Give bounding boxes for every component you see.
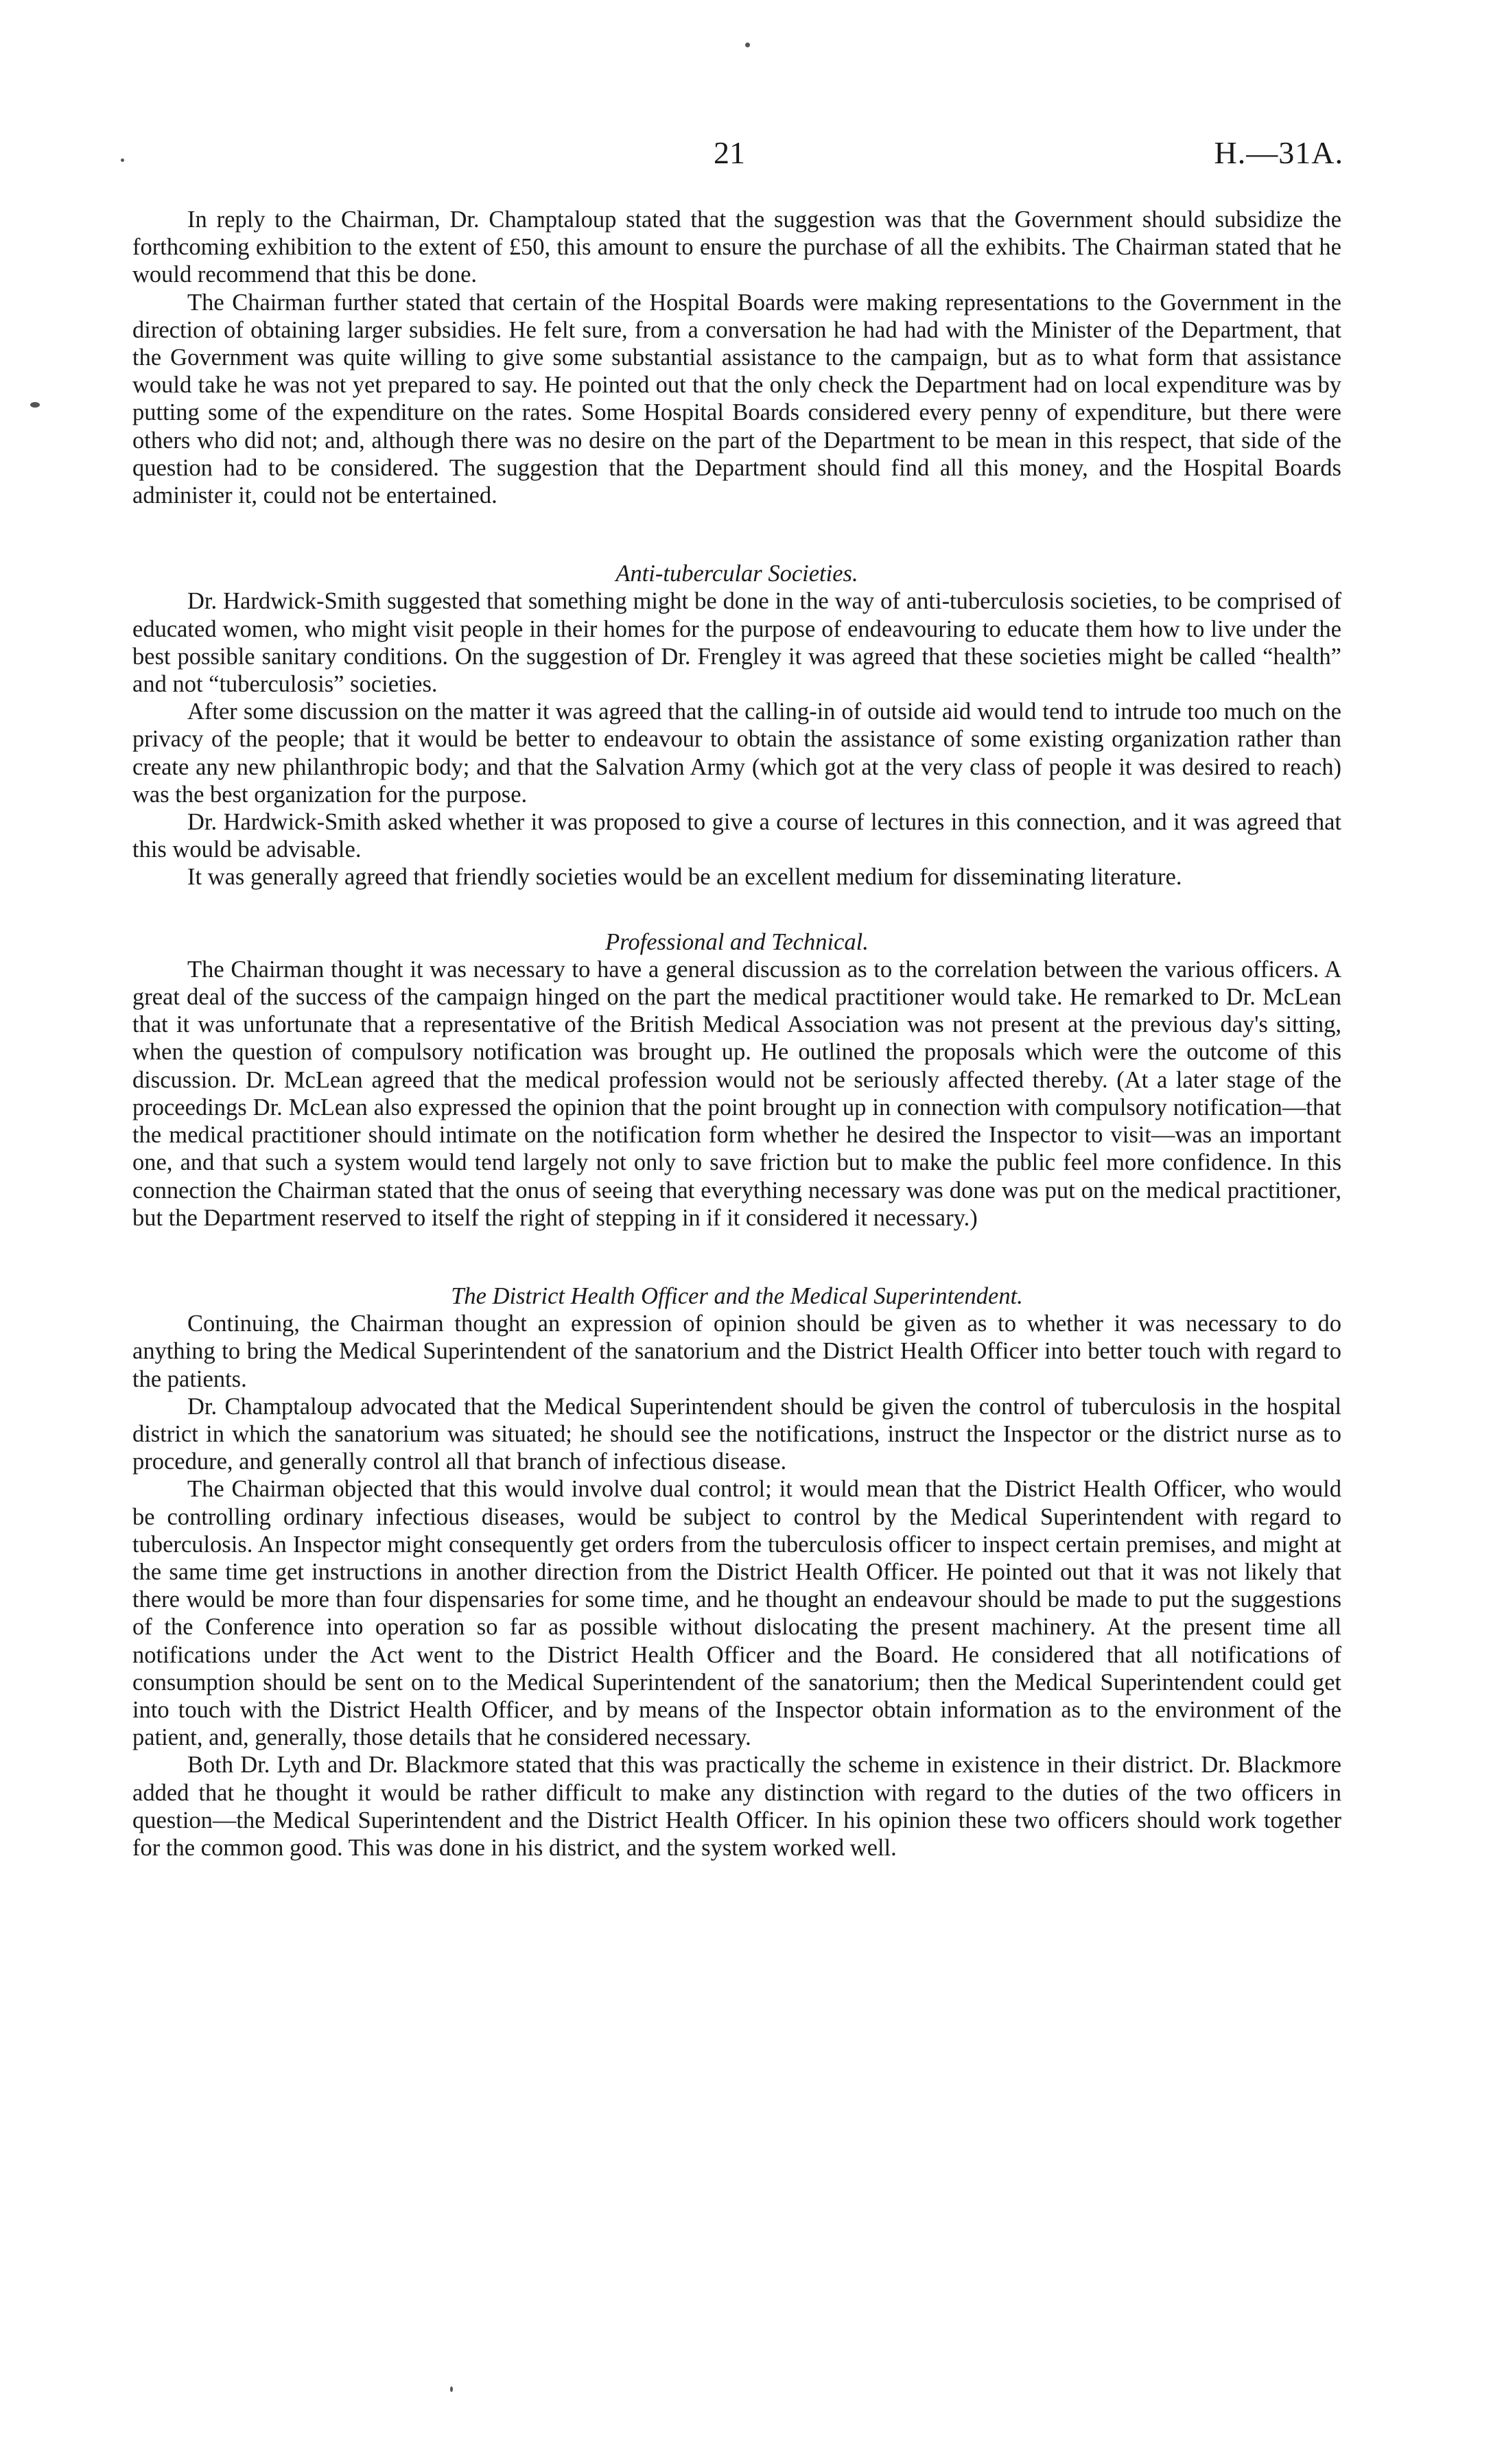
paragraph: After some discussion on the matter it was agreed that the calling-in of outside aid would tend to intrude too much on the privacy of the people; that it would be better to endeavour to obtain the assistance of some existing organization rather than create any new philanthropic body; and that the Salvation Army (which got at the very class of people it was desired to reach) was the best organization for the purpose. — [132, 699, 1341, 808]
page-header — [0, 134, 1491, 176]
scan-speck — [450, 2386, 453, 2392]
paragraph: Dr. Hardwick-Smith suggested that something might be done in the way of anti-tuberculosis societies, to be comprised of educated women, who might visit people in their homes for the purpose of endeavouring to educate them how to live under the best possible sanitary conditions. On the suggestion of Dr. Frengley it was agreed that these societies might be called “health” and not “tuberculosis” societies. — [132, 588, 1341, 698]
body-text — [132, 206, 1341, 1862]
paragraph: In reply to the Chairman, Dr. Champtaloup stated that the suggestion was that the Government should subsidize the forthcoming exhibition to the extent of £50, this amount to ensure the purchase of all the exhibits. The Chairman stated that he would recommend that this be done. — [132, 207, 1341, 288]
section-heading: The District Health Officer and the Medical Superintendent. — [451, 1282, 1023, 1309]
paragraph: The Chairman further stated that certain of the Hospital Boards were making representations to the Government in the direction of obtaining larger subsidies. He felt sure, from a conversation he had had with the Minister of the Department, that the Government was quite willing to give some substantial assistance to the campaign, but as to what form that assistance would take he was not yet prepared to say. He pointed out that the only check the Department had on local expenditure was by putting some of the expenditure on the rates. Some Hospital Boards considered every penny of expenditure, but there were others who did not; and, although there was no desire on the part of the Department to be mean in this respect, that side of the question had to be considered. The suggestion that the Department should find all this money, and the Hospital Boards administer it, could not be entertained. — [132, 289, 1341, 509]
section-exhibition-subsidy — [132, 206, 1341, 509]
section-heading: Anti-tubercular Societies. — [615, 561, 858, 587]
paragraph: The Chairman objected that this would involve dual control; it would mean that the District Health Officer, who would be controlling ordinary infectious diseases, would be subject to control by the Medical Superintendent with regard to tuberculosis. An Inspector might consequently get orders from the tuberculosis officer to inspect certain premises, and might at the same time get instructions in another direction from the District Health Officer. He pointed out that it was not likely that there would be more than four dispensaries for some time, and he thought an endeavour should be made to put the suggestions of the Conference into operation so far as possible without dislocating the present machinery. At the present time all notifications under the Act went to the District Health Officer and the Board. He considered that all notifications of consumption should be sent on to the Medical Superintendent of the sanatorium; then the Medical Superintendent could get into touch with the District Health Officer, and by means of the Inspector obtain information as to the environment of the patient, and, generally, those details that he considered necessary. — [132, 1476, 1341, 1751]
section-heading: Professional and Technical. — [605, 928, 869, 955]
section-district-health-officer — [132, 1282, 1341, 1862]
paragraph: Dr. Hardwick-Smith asked whether it was proposed to give a course of lectures in this connection, and it was agreed that this would be advisable. — [132, 809, 1341, 863]
section-anti-tubercular-societies — [132, 560, 1341, 891]
paragraph: Continuing, the Chairman thought an expression of opinion should be given as to whether it was necessary to do anything to bring the Medical Superintendent of the sanatorium and the District Health Officer into better touch with regard to the patients. — [132, 1311, 1341, 1392]
paragraph: Dr. Champtaloup advocated that the Medical Superintendent should be given the control of tuberculosis in the hospital district in which the sanatorium was situated; he should see the notifications, instruct the Inspector or the district nurse as to procedure, and generally control all that branch of infectious disease. — [132, 1393, 1341, 1475]
paragraph: Both Dr. Lyth and Dr. Blackmore stated that this was practically the scheme in existence in their district. Dr. Blackmore added that he thought it would be rather difficult to make any distinction with regard to the duties of the two officers in question—the Medical Superintendent and the District Health Officer. In his opinion these two officers should work together for the common good. This was done in his district, and the system worked well. — [132, 1752, 1341, 1861]
scan-speck — [30, 402, 40, 408]
section-professional-and-technical — [132, 928, 1341, 1232]
document-reference: H.—31A. — [1214, 135, 1343, 170]
paragraph: The Chairman thought it was necessary to have a general discussion as to the correlation between the various officers. A great deal of the success of the campaign hinged on the part the medical practitioner would take. He remarked to Dr. McLean that it was unfortunate that a representative of the British Medical Association was not present at the previous day's sitting, when the question of compulsory notification was brought up. He outlined the proposals which were the outcome of this discussion. Dr. McLean agreed that the medical profession would not be seriously affected thereby. (At a later stage of the proceedings Dr. McLean also expressed the opinion that the point brought up in connection with compulsory notification—that the medical practitioner should intimate on the notification form whether he desired the Inspector to visit—was an important one, and that such a system would tend largely not only to save friction but to make the public feel more confidence. In this connection the Chairman stated that the onus of seeing that everything necessary was done was put on the medical practitioner, but the Department reserved to itself the right of stepping in if it considered it necessary.) — [132, 956, 1341, 1231]
scan-speck — [745, 43, 750, 47]
paragraph: It was generally agreed that friendly societies would be an excellent medium for disseminating literature. — [187, 864, 1182, 891]
page-number: 21 — [714, 135, 745, 170]
